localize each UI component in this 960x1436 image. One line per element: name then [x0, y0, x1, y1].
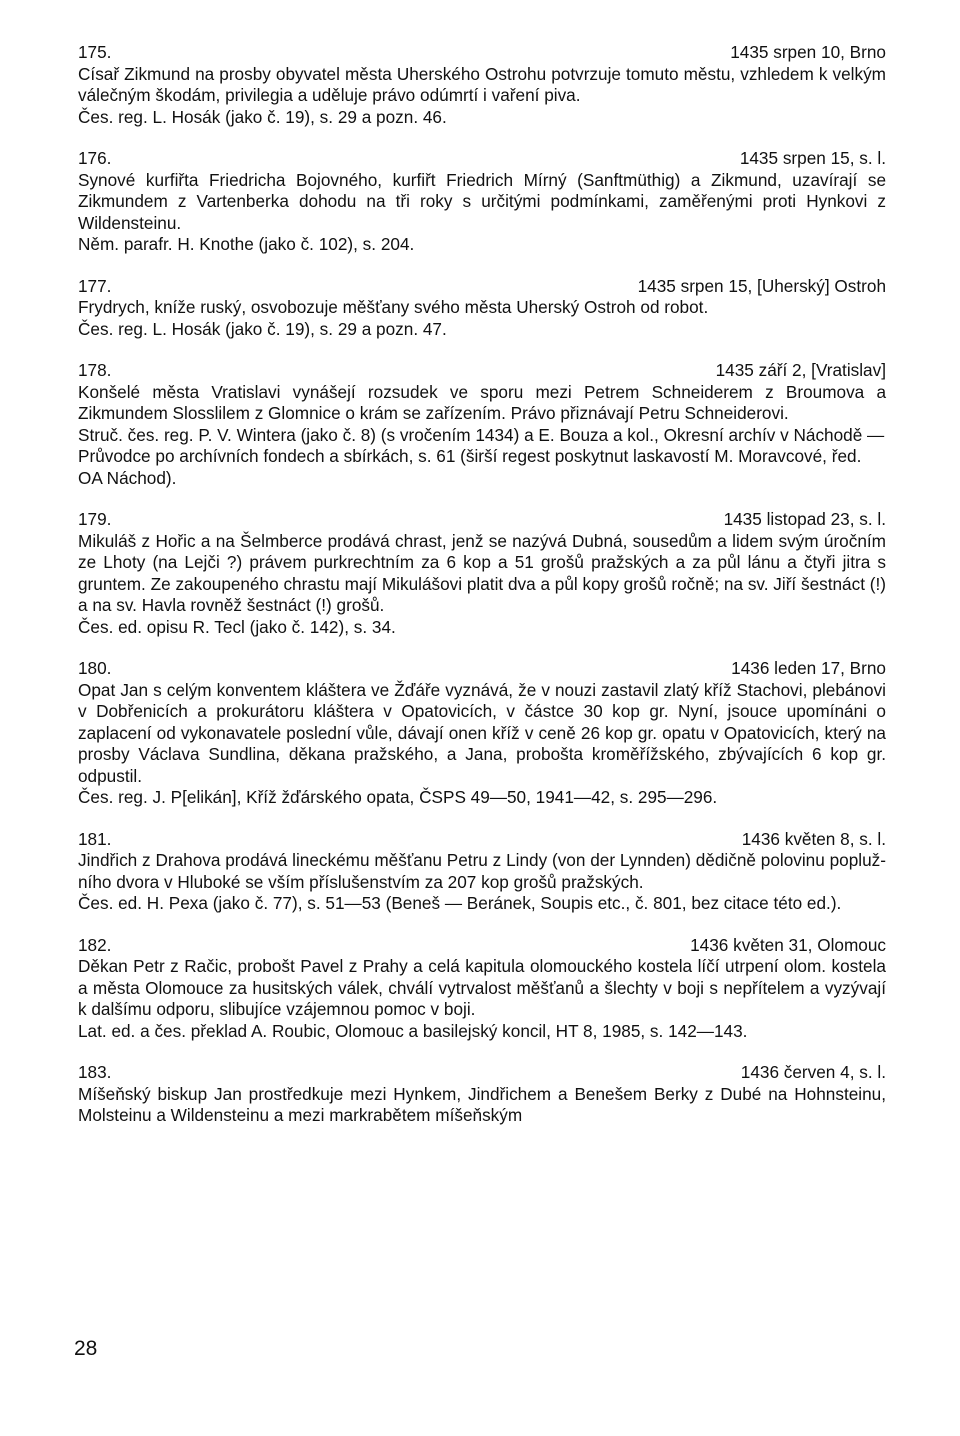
- entry-text: Císař Zikmund na prosby obyvatel města Uherského Ostrohu potvrzuje tomuto městu, vzhledem k velkým válečným škodám, privilegia a uděluje právo odúmrtí i vaření piva.: [78, 63, 886, 105]
- regest-entry: [78, 42, 886, 128]
- entry-text: Míšeňský biskup Jan prostředkuje mezi Hynkem, Jindřichem a Benešem Berky z Dubé na Hohnsteinu, Molsteinu a Wildensteinu a mezi markrabětem míšeňským: [78, 1083, 886, 1125]
- entry-text: Jindřich z Drahova prodává lineckému měšťanu Petru z Lindy (von der Lynnden) dědičně polovinu poplužního dvora v Hluboké se vším příslušenstvím za 207 kop grošů pražských.: [78, 850, 886, 892]
- entry-date: 1435 září 2, [Vratislav]: [715, 360, 886, 380]
- entry-date: 1435 listopad 23, s. l.: [723, 509, 886, 529]
- entry-header: [78, 829, 886, 851]
- entry-number: 178.: [78, 360, 112, 380]
- entry-date: 1436 květen 8, s. l.: [741, 828, 886, 849]
- entry-text: Frydrych, kníže ruský, osvobozuje měšťany svého města Uherský Ostroh od robot.: [78, 297, 709, 317]
- entry-source: Čes. reg. J. P[elikán], Kříž žďárského opata, ČSPS 49—50, 1941—42, s. 295—296.: [78, 787, 718, 807]
- entry-header: [78, 658, 886, 680]
- entry-text: Synové kurfiřta Friedricha Bojovného, kurfiřt Friedrich Mírný (Sanftmüthig) a Zikmund, uzavírají se Zikmundem z Vartenberka dohodu na tři roky s určitými podmínkami, zaměřenými proti Hynkovi z Wildensteinu.: [78, 169, 886, 233]
- entry-header: [78, 148, 886, 170]
- regest-entry: [78, 509, 886, 638]
- regest-entry: [78, 829, 886, 915]
- entry-number: 179.: [78, 509, 112, 529]
- entry-source: Čes. reg. L. Hosák (jako č. 19), s. 29 a pozn. 46.: [78, 106, 447, 127]
- entry-text: Konšelé města Vratislavi vynášejí rozsudek ve sporu mezi Petrem Schneiderem z Broumova a Zikmundem Slosslilem z Glomnice o krám se zařízením. Právo přiznávají Petru Schneiderovi.: [78, 381, 886, 423]
- entry-date: 1435 srpen 15, s. l.: [739, 148, 886, 168]
- entry-number: 181.: [78, 828, 112, 849]
- entry-header: [78, 935, 886, 957]
- regest-list: [78, 42, 886, 1147]
- entry-text: Mikuláš z Hořic a na Šelmberce prodává chrast, jenž se nazývá Dubná, sousedům a lidem svým úročním ze Lhoty (na Lejči ?) právem purkrechtním za 6 kop a 51 grošů pražských a za půl lánu a čtyři jitra s gruntem. Ze zakoupeného chrastu mají Mikulášovi platit dva a půl kopy grošů ročně; na sv. Jiří šestnáct (!) a na sv. Havla rovněž šestnáct (!) grošů.: [78, 530, 886, 615]
- entry-header: [78, 509, 886, 531]
- entry-date: 1435 srpen 10, Brno: [730, 42, 886, 62]
- entry-source: Čes. ed. H. Pexa (jako č. 77), s. 51—53 (Beneš — Beránek, Soupis etc., č. 801, bez citace této ed.).: [78, 893, 842, 913]
- entry-header: [78, 42, 886, 64]
- entry-source: Něm. parafr. H. Knothe (jako č. 102), s. 204.: [78, 234, 415, 254]
- entry-date: 1436 leden 17, Brno: [731, 658, 886, 678]
- entry-date: 1436 květen 31, Olomouc: [690, 934, 886, 955]
- entry-number: 182.: [78, 934, 112, 955]
- entry-header: [78, 1062, 886, 1084]
- regest-entry: [78, 148, 886, 256]
- entry-text: Děkan Petr z Račic, probošt Pavel z Prahy a celá kapitula olomouckého kostela líčí utrpení olom. kostela a města Olomouce za husitských válek, chválí vytrvalost měšťanů a šlechty v boji s nepřítelem a vyzývají k dalšímu odporu, slibujíce vzájemnou pomoc v boji.: [78, 956, 886, 1019]
- page-number: 28: [74, 1337, 98, 1360]
- entry-header: [78, 276, 886, 298]
- entry-source: Čes. reg. L. Hosák (jako č. 19), s. 29 a pozn. 47.: [78, 318, 447, 339]
- entry-source: Čes. ed. opisu R. Tecl (jako č. 142), s. 34.: [78, 616, 396, 637]
- entry-header: [78, 360, 886, 382]
- entry-source: Struč. čes. reg. P. V. Wintera (jako č. 8) (s vročením 1434) a E. Bouza a kol., Okresní archív v Náchodě — Průvodce po archívních fondech a sbírkách, s. 61 (širší regest poskytnut laskavostí M. Moravcové, řed. OA Náchod).: [78, 424, 885, 488]
- entry-number: 176.: [78, 148, 112, 168]
- regest-entry: [78, 276, 886, 341]
- regest-entry: [78, 658, 886, 809]
- entry-number: 180.: [78, 658, 112, 678]
- regest-entry: [78, 360, 886, 489]
- entry-source: Lat. ed. a čes. překlad A. Roubic, Olomouc a basilejský koncil, HT 8, 1985, s. 142—143.: [78, 1020, 748, 1041]
- regest-entry: [78, 1062, 886, 1127]
- entry-number: 175.: [78, 42, 112, 62]
- entry-date: 1435 srpen 15, [Uherský] Ostroh: [637, 275, 886, 296]
- entry-date: 1436 červen 4, s. l.: [740, 1062, 886, 1082]
- entry-number: 177.: [78, 275, 112, 296]
- entry-text: Opat Jan s celým konventem kláštera ve Žďáře vyznává, že v nouzi zastavil zlatý kříž Stachovi, plebánovi v Dobřenicích a prokurátoru kláštera v Opatovicích, v částce 30 kop gr. Nyní, jsouce upomínáni o zaplacení od vykonavatele poslední vůle, dávají onen kříž v ceně 26 kop gr. opatu v Opatovicích, který na prosby Václava Sundlina, děkana pražského, a Jana, probošta kroměřížského, zbývajících 6 kop gr. odpustil.: [78, 679, 886, 786]
- regest-entry: [78, 935, 886, 1043]
- entry-number: 183.: [78, 1062, 112, 1082]
